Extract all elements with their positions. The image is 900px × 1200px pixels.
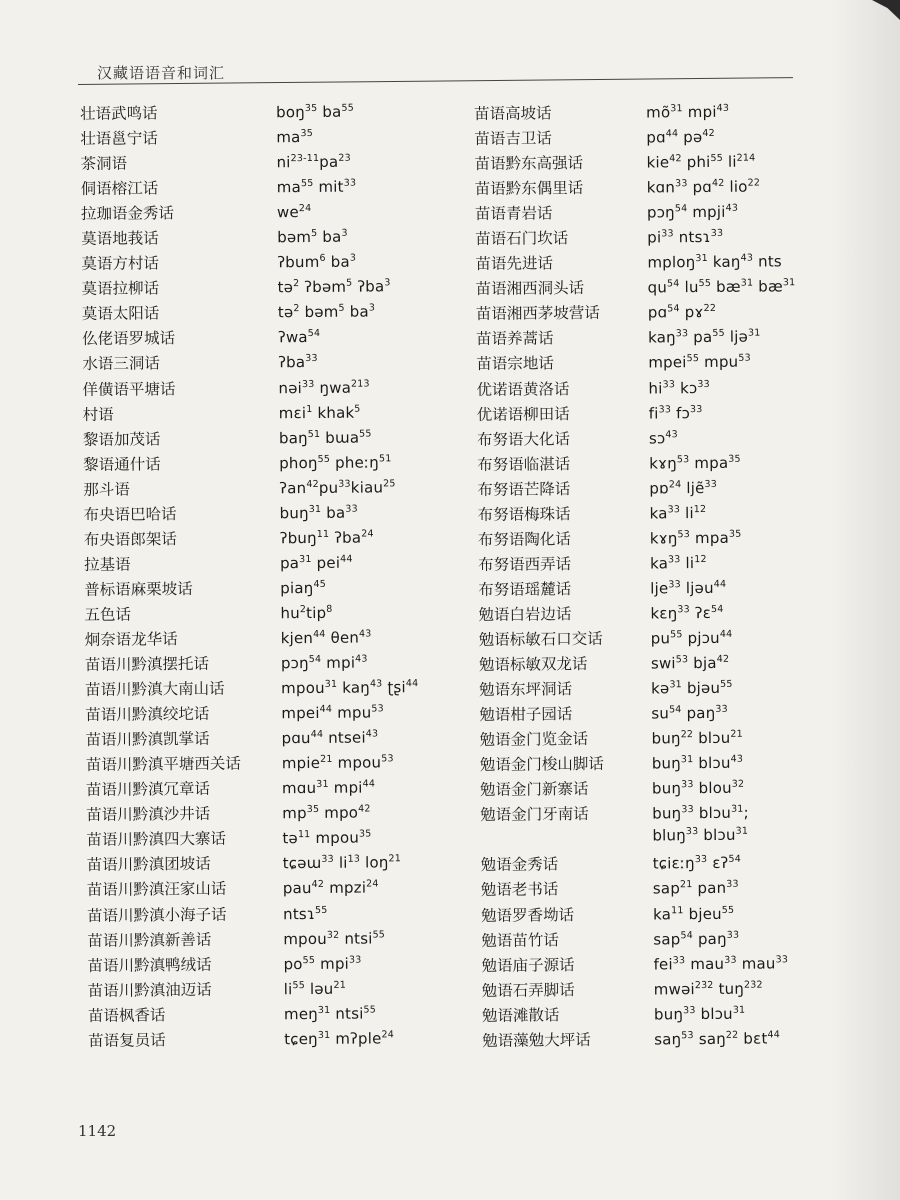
entry-row [87, 901, 420, 929]
entry-row [86, 800, 419, 828]
ipa-form: meŋ$^{31}$ ntsi$^{55}$ [283, 1004, 377, 1023]
ipa-form: $ma^{35}$ [276, 128, 314, 147]
dialect-name: 苗语宗地话 [476, 354, 554, 374]
entry-row [83, 425, 416, 453]
dialect-name: 苗语川黔滇鸭绒话 [87, 955, 212, 975]
dialect-name: 布央语郎架话 [83, 529, 177, 549]
entry-row [477, 400, 797, 428]
dialect-name: 勉语白岩边话 [478, 605, 572, 624]
ipa-form: tə$^{11}$ mpou$^{35}$ [282, 828, 372, 848]
dialect-name: 苗语川黔滇汪家山话 [86, 880, 227, 900]
entry-row [86, 775, 419, 803]
entry-row [80, 149, 413, 177]
ipa-form: $po^{55}$ mpi$^{33}$ [283, 954, 362, 973]
dialect-name: 勉语庙子源话 [481, 955, 575, 975]
ipa-form: mwəi$^{232}$ tuŋ$^{232}$ [653, 979, 763, 999]
entry-row [476, 300, 796, 328]
ipa-form: pɔŋ$^{54}$ mpji$^{43}$ [646, 202, 739, 222]
dialect-name: 勉语柑子园话 [479, 705, 573, 725]
page-number: 1142 [78, 1122, 117, 1140]
entry-row [474, 99, 794, 127]
ipa-form: ʔwa$^{54}$ [277, 328, 321, 347]
entry-row [476, 350, 796, 378]
ipa-form: pau$^{42}$ mpzi$^{24}$ [282, 878, 379, 898]
entry-row [480, 800, 800, 828]
ipa-form: tɕiɛːŋ$^{33}$ ɛʔ$^{54}$ [652, 854, 741, 873]
ipa-form: fei$^{33}$ mau$^{33}$ mau$^{33}$ [653, 953, 789, 974]
entry-row [84, 575, 417, 603]
entry-row [482, 1001, 802, 1029]
entry-row [83, 500, 416, 528]
ipa-form: buŋ$^{22}$ blɔu$^{21}$ [651, 728, 743, 748]
page-curve-shadow [830, 0, 900, 1200]
dialect-name: 苗语川黔滇四大寨话 [86, 830, 227, 850]
ipa-form: buŋ$^{31}$ blɔu$^{43}$ [651, 753, 744, 773]
dialect-name [480, 841, 652, 843]
dialect-name: 苗语黔东偶里话 [474, 179, 584, 199]
dialect-name: 拉基语 [83, 555, 131, 574]
dialect-name: 苗语养蒿话 [475, 329, 554, 349]
entry-row [86, 750, 419, 778]
dialect-name: 布努语陶化话 [477, 529, 571, 549]
dialect-name: 苗语黔东高强话 [474, 154, 584, 174]
ipa-form: $pa^{31}$ pei$^{44}$ [279, 553, 353, 573]
entry-row [85, 700, 418, 728]
dialect-name: 苗语川黔滇油迈话 [87, 980, 212, 1000]
dialect-name: 勉语金门览金话 [479, 730, 589, 750]
dialect-name: 苗语川黔滇大南山话 [85, 679, 225, 700]
ipa-form: $we^{24}$ [276, 203, 312, 222]
entry-row [83, 450, 416, 478]
ipa-form: kɤŋ$^{53}$ mpa$^{35}$ [649, 528, 742, 548]
ipa-form: tə$^2$ bəm$^5$ $ba^3$ [277, 302, 376, 322]
dialect-name: 壮语武鸣话 [80, 104, 158, 123]
dialect-name: 拉珈语金秀话 [80, 204, 175, 224]
entry-row [478, 550, 798, 578]
dialect-name: 勉语金门梭山脚话 [479, 755, 604, 775]
dialect-name: 苗语湘西洞头话 [475, 279, 585, 299]
ipa-form: mpou$^{32}$ ntsi$^{55}$ [283, 928, 386, 948]
ipa-form: $mp^{35}$ mpo$^{42}$ [282, 803, 371, 823]
dialect-name: 仫佬语罗城话 [81, 329, 176, 349]
entry-row [481, 951, 801, 979]
ipa-form: $li^{55}$ ləu$^{21}$ [283, 979, 346, 998]
entry-row [85, 650, 418, 678]
entry-row [82, 350, 415, 378]
entry-row [84, 600, 417, 628]
dialect-name: 勉语滩散话 [481, 1005, 560, 1025]
dialect-name: 勉语标敏石口交话 [478, 629, 603, 649]
ipa-form: mpie$^{21}$ mpou$^{53}$ [281, 753, 394, 773]
dialect-name: 布努语临湛话 [477, 454, 571, 474]
dialect-name: 苗语石门坎话 [475, 229, 569, 249]
left-column [80, 99, 422, 1054]
ipa-form: pɑ$^{54}$ pɤ$^{22}$ [647, 303, 717, 322]
entry-row [478, 600, 798, 628]
dialect-name: 侗语榕江话 [80, 179, 159, 199]
dialect-name: 勉语金门牙南话 [480, 805, 589, 825]
dialect-name: 优诺语柳田话 [476, 404, 570, 424]
ipa-form: bluŋ$^{33}$ blɔu$^{31}$ [652, 825, 749, 845]
ipa-form: buŋ$^{33}$ blɔu$^{31}$; [652, 803, 749, 823]
entry-row [85, 725, 418, 753]
ipa-form: boŋ$^{35}$ $ba^{55}$ [276, 102, 355, 122]
entry-row [479, 650, 799, 678]
ipa-form: pɔŋ$^{54}$ mpi$^{43}$ [280, 653, 368, 673]
entry-row [480, 775, 800, 803]
dialect-name: 苗语川黔滇绞坨话 [85, 705, 210, 725]
ipa-form: $ka^{11}$ bjeu$^{55}$ [653, 904, 735, 923]
entry-row [85, 675, 418, 703]
dialect-name: 苗语川黔滇摆托话 [84, 654, 210, 675]
entry-row [85, 625, 418, 653]
ipa-form: saŋ$^{53}$ saŋ$^{22}$ bɛt$^{44}$ [654, 1029, 781, 1049]
ipa-form: bəm$^5$ $ba^3$ [277, 227, 348, 247]
dialect-name: 布努语芒降话 [477, 479, 571, 499]
dialect-name: 五色话 [84, 605, 132, 624]
ipa-form: ʔbuŋ$^{11}$ ʔba$^{24}$ [279, 528, 374, 548]
ipa-form: ʔbum$^6$ $ba^3$ [277, 252, 357, 272]
ipa-form: $mõ^{31}$ mpi$^{43}$ [646, 102, 730, 122]
entry-row [479, 625, 799, 653]
ipa-form: tɕeŋ$^{31}$ mʔple$^{24}$ [284, 1029, 395, 1048]
right-column [474, 99, 802, 1054]
ipa-form: mpou$^{31}$ kaŋ$^{43}$ ʈʂi$^{44}$ [281, 678, 419, 698]
dialect-name: 莫语地莪话 [81, 229, 159, 249]
entry-row [88, 976, 421, 1004]
dialect-name: 布努语梅珠话 [477, 504, 571, 524]
ipa-form: $hu^2tip^8$ [280, 603, 333, 623]
entry-row [476, 325, 796, 353]
entry-row [474, 124, 794, 152]
ipa-form: mpei$^{55}$ mpu$^{53}$ [648, 353, 751, 372]
entry-row [80, 99, 413, 127]
entry-row [477, 425, 797, 453]
entry-row [84, 525, 417, 553]
running-header: 汉藏语语音和词汇 [97, 64, 226, 82]
entry-row [481, 901, 801, 929]
dialect-name: 村语 [82, 405, 114, 424]
entry-row [476, 275, 796, 303]
entry-row [87, 850, 420, 878]
ipa-form: piaŋ$^{45}$ [280, 578, 326, 598]
dialect-name: 勉语苗竹话 [481, 930, 559, 950]
dialect-name: 布努语大化话 [476, 429, 571, 449]
entry-row [479, 700, 799, 728]
dialect-name: 勉语东坪洞话 [479, 680, 573, 700]
ipa-form: ntsɿ$^{55}$ [283, 904, 328, 923]
entry-row [477, 500, 797, 528]
ipa-form: kjen$^{44}$ θen$^{43}$ [280, 628, 372, 648]
dialect-name: 壮语邕宁话 [80, 129, 158, 149]
ipa-form: sap$^{54}$ paŋ$^{33}$ [653, 929, 740, 949]
entry-row [478, 575, 798, 603]
entry-row [87, 876, 420, 904]
dialect-name: 苗语川黔滇团坡话 [86, 855, 211, 875]
dialect-name: 茶洞语 [80, 154, 128, 174]
ipa-form: baŋ$^{51}$ bɯa$^{55}$ [278, 428, 372, 447]
entry-row [475, 224, 795, 252]
ipa-form: $pi^{33}$ ntsɿ$^{33}$ [647, 228, 724, 247]
entry-row [481, 926, 801, 954]
entry-row [479, 675, 799, 703]
entry-row [477, 475, 797, 503]
entry-row [82, 375, 415, 403]
dialect-name: 优诺语黄洛话 [476, 379, 570, 399]
dialect-name: 水语三洞话 [82, 354, 160, 374]
ipa-form: buŋ$^{33}$ blou$^{32}$ [651, 778, 745, 798]
dialect-name: 苗语复员话 [88, 1031, 166, 1050]
dialect-name: 黎语加茂话 [82, 429, 161, 449]
ipa-form: mpei$^{44}$ mpu$^{53}$ [281, 703, 384, 723]
ipa-form: kɑn$^{33}$ pɑ$^{42}$ lio$^{22}$ [646, 177, 761, 197]
dialect-name: 苗语青岩话 [474, 204, 553, 224]
entry-row [87, 951, 420, 979]
entry-row [86, 825, 419, 853]
dialect-name: 莫语太阳话 [81, 304, 160, 324]
entry-row [82, 274, 415, 302]
dialect-name: 苗语湘西茅坡营话 [475, 304, 600, 324]
ipa-form: lje$^{33}$ ljəu$^{44}$ [650, 578, 727, 598]
ipa-form: $hi^{33}$ kɔ$^{33}$ [648, 378, 710, 398]
dialect-name: 苗语川黔滇凯掌话 [85, 730, 210, 750]
entry-row [475, 174, 795, 202]
dialect-name: 炯奈语龙华话 [84, 630, 178, 649]
entry-row [82, 325, 415, 353]
ipa-form: buŋ$^{31}$ $ba^{33}$ [279, 503, 358, 523]
dialect-name: 普标语麻栗坡话 [84, 579, 193, 599]
ipa-form: mɛi$^1$ khak$^5$ [278, 403, 361, 422]
entry-row [478, 525, 798, 553]
entry-row [475, 199, 795, 227]
dialect-name: 勉语石弄脚话 [481, 980, 575, 1000]
entry-row [474, 149, 794, 177]
entry-row [482, 1026, 802, 1054]
ipa-form: mploŋ$^{31}$ kaŋ$^{43}$ nts [647, 252, 782, 272]
ipa-form: $qu^{54}$ $lu^{55}$ $bæ^{31}$ $bæ^{31}$ [647, 277, 796, 297]
dialect-name: 那斗语 [83, 480, 130, 499]
ipa-form: buŋ$^{33}$ blɔu$^{31}$ [653, 1004, 746, 1024]
ipa-form: $ka^{33}$ $li^{12}$ [649, 503, 707, 523]
entry-row [81, 174, 414, 202]
entry-row [81, 199, 414, 227]
ipa-form: tɕəɯ$^{33}$ $li^{13}$ loŋ$^{21}$ [282, 853, 402, 873]
ipa-form: $ma^{55}$ mit$^{33}$ [276, 177, 357, 197]
dialect-name: 黎语通什话 [83, 454, 161, 474]
dialect-name: 布努语西弄话 [477, 555, 572, 574]
entry-row [476, 375, 796, 403]
entry-row [83, 475, 416, 503]
ipa-form: kɛŋ$^{33}$ ʔɛ$^{54}$ [650, 603, 724, 623]
ipa-form: $ka^{33}$ $li^{12}$ [649, 553, 707, 573]
ipa-form: mɑu$^{31}$ mpi$^{44}$ [281, 778, 376, 798]
dialect-name: 佯僙语平塘话 [82, 379, 176, 399]
dialect-name: 勉语标敏双龙话 [478, 655, 588, 675]
ipa-form: sɔ$^{43}$ [648, 428, 678, 448]
dialect-name: 苗语吉卫话 [474, 129, 552, 149]
dialect-name: 苗语川黔滇沙井话 [86, 805, 211, 825]
ipa-form: kə$^{31}$ bjəu$^{55}$ [651, 678, 733, 698]
ipa-form: $ʔan^{42}pu^{33}kiau^{25}$ [279, 477, 396, 497]
dialect-name: 苗语先进话 [475, 254, 554, 274]
dialect-name: 勉语藻勉大坪话 [482, 1030, 591, 1050]
ipa-form: kɤŋ$^{53}$ mpa$^{35}$ [649, 453, 741, 473]
ipa-form: pɑ$^{44}$ pə$^{42}$ [646, 127, 715, 147]
entry-row [479, 725, 799, 753]
dialect-name: 勉语金门新寨话 [479, 780, 589, 800]
ipa-form: $su^{54}$ paŋ$^{33}$ [651, 703, 728, 723]
ipa-form: swi$^{53}$ bja$^{42}$ [650, 653, 730, 673]
entry-row [480, 826, 800, 854]
entry-row [84, 550, 417, 578]
entry-row [475, 249, 795, 277]
dialect-name: 勉语金秀话 [480, 855, 559, 875]
ipa-form: $pu^{55}$ pjɔu$^{44}$ [650, 628, 733, 648]
entry-row [88, 1001, 421, 1029]
ipa-form: sap$^{21}$ pan$^{33}$ [652, 879, 739, 898]
dialect-name: 苗语川黔滇冗章话 [85, 780, 211, 800]
dialect-name: 布努语瑶麓话 [478, 580, 572, 599]
entry-row [480, 750, 800, 778]
entry-row [482, 976, 802, 1004]
ipa-form: kaŋ$^{33}$ $pa^{55}$ ljə$^{31}$ [647, 327, 761, 347]
dialect-name: 莫语拉柳话 [81, 279, 160, 299]
entry-row [87, 926, 420, 954]
dialect-name: 苗语高坡话 [474, 104, 552, 123]
ipa-form: ʔba$^{33}$ [278, 353, 318, 372]
ipa-form: $ni^{23-11}pa^{23}$ [276, 152, 351, 172]
dialect-name: 苗语川黔滇新善话 [87, 930, 212, 950]
dialect-name: 勉语罗香坳话 [481, 905, 575, 925]
entry-row [83, 400, 416, 428]
ipa-form: kie$^{42}$ phi$^{55}$ $li^{214}$ [646, 152, 756, 172]
ipa-form: $fi^{33}$ fɔ$^{33}$ [648, 403, 703, 423]
dialect-name: 勉语老书话 [480, 880, 559, 900]
entry-row [481, 851, 801, 879]
dialect-name: 苗语枫香话 [87, 1005, 166, 1025]
entry-row [88, 1026, 421, 1054]
entry-row [81, 224, 414, 252]
dialect-name: 布央语巴哈话 [83, 504, 177, 524]
ipa-form: pɒ$^{24}$ ljẽ$^{33}$ [649, 478, 717, 498]
ipa-form: phoŋ$^{55}$ pheːŋ$^{51}$ [279, 452, 392, 472]
ipa-form: nəi$^{33}$ ŋwa$^{213}$ [278, 377, 370, 397]
dialect-name: 苗语川黔滇小海子话 [87, 905, 227, 925]
ipa-form: tə$^2$ ʔbəm$^5$ ʔba$^3$ [277, 277, 391, 297]
ipa-form: pɑu$^{44}$ ntsei$^{43}$ [281, 728, 379, 748]
entry-row [477, 450, 797, 478]
entry-row [80, 124, 413, 152]
entry-row [81, 249, 414, 277]
entry-row [481, 876, 801, 904]
dialect-name: 苗语川黔滇平塘西关话 [85, 754, 241, 775]
dialect-name: 莫语方村话 [81, 254, 160, 274]
entry-row [82, 299, 415, 327]
